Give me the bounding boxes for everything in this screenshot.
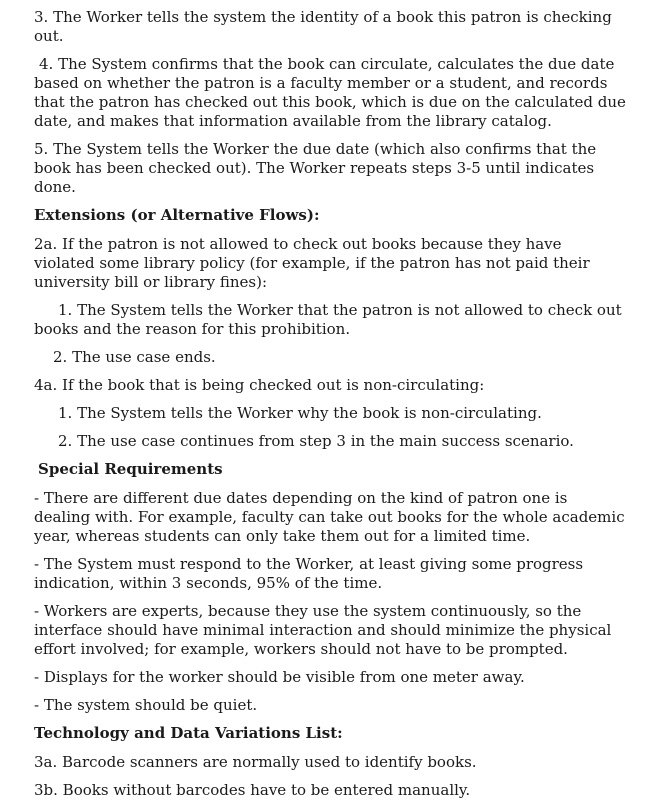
special-requirement-item: - The system should be quiet. — [34, 696, 258, 714]
main-flow-step-5: 5. The System tells the Worker the due date (which also confirms that the book has been checked out). The Worker repeats steps 3-5 until indicates done. — [34, 140, 597, 196]
extension-4a-step-1: 1. The System tells the Worker why the book is non-circulating. — [58, 404, 542, 422]
extension-4a-condition: 4a. If the book that is being checked out is non-circulating: — [34, 376, 485, 394]
extension-2a-step-1: 1. The System tells the Worker that the patron is not allowed to check out books and the reason for this prohibition. — [34, 301, 622, 338]
technology-variation-item: 3b. Books without barcodes have to be entered manually. — [34, 781, 471, 799]
main-flow-step-3: 3. The Worker tells the system the identity of a book this patron is checking out. — [34, 8, 612, 45]
extension-2a-condition: 2a. If the patron is not allowed to check out books because they have violated some library policy (for example, if the patron has not paid their university bill or library fines): — [34, 235, 590, 291]
extensions-heading: Extensions (or Alternative Flows): — [34, 206, 320, 224]
special-requirements-heading: Special Requirements — [38, 460, 223, 478]
special-requirement-item: - The System must respond to the Worker, at least giving some progress indication, within 3 seconds, 95% of the time. — [34, 555, 584, 592]
main-flow-step-4: 4. The System confirms that the book can circulate, calculates the due date based on whether the patron is a faculty member or a student, and records that the patron has checked out this book, which is due on the calculated due date, and makes that information available from the library catalog. — [34, 55, 626, 130]
technology-variation-item: 3a. Barcode scanners are normally used to identify books. — [34, 753, 477, 771]
special-requirement-item: - Workers are experts, because they use the system continuously, so the interface should have minimal interaction and should minimize the physical effort involved; for example, workers should not have to be prompted. — [34, 602, 612, 658]
special-requirement-item: - Displays for the worker should be visible from one meter away. — [34, 668, 525, 686]
extension-2a-step-2: 2. The use case ends. — [53, 348, 216, 366]
special-requirement-item: - There are different due dates depending on the kind of patron one is dealing with. For example, faculty can take out books for the whole academic year, whereas students can only take them out for a limited time. — [34, 489, 625, 545]
extension-4a-step-2: 2. The use case continues from step 3 in the main success scenario. — [58, 432, 574, 450]
technology-variations-heading: Technology and Data Variations List: — [34, 724, 343, 742]
